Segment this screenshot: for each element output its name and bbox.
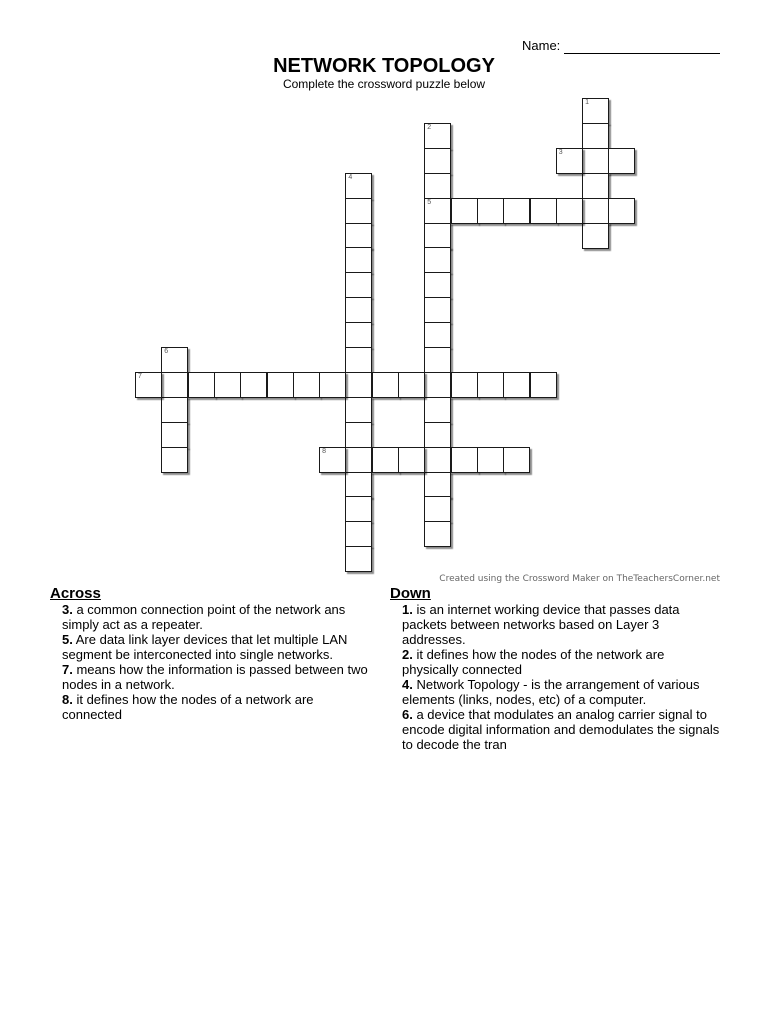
crossword-cell[interactable]: [161, 447, 188, 473]
crossword-cell[interactable]: [424, 247, 451, 273]
crossword-cell[interactable]: [345, 472, 372, 498]
crossword-cell[interactable]: [424, 297, 451, 323]
crossword-cell[interactable]: [214, 372, 241, 398]
crossword-cell[interactable]: [503, 447, 530, 473]
crossword-cell[interactable]: [345, 173, 372, 199]
crossword-cell[interactable]: [477, 447, 504, 473]
clue-number: 8.: [62, 692, 73, 707]
crossword-cell[interactable]: [451, 372, 478, 398]
cell-number: 8: [322, 447, 326, 455]
clue-across-3: [50, 602, 370, 632]
crossword-cell[interactable]: [267, 372, 294, 398]
cell-number: 5: [427, 198, 432, 206]
crossword-cell[interactable]: [372, 447, 399, 473]
crossword-cell[interactable]: [345, 496, 372, 522]
crossword-cell[interactable]: [319, 447, 346, 473]
crossword-cell[interactable]: [293, 372, 320, 398]
crossword-cell[interactable]: [345, 347, 372, 373]
crossword-cell[interactable]: [582, 173, 609, 199]
crossword-cell[interactable]: [424, 173, 451, 199]
crossword-cell[interactable]: [424, 447, 451, 473]
crossword-cell[interactable]: [345, 521, 372, 547]
across-clues: [50, 586, 370, 722]
crossword-cell[interactable]: [345, 397, 372, 423]
page-subtitle: Complete the crossword puzzle below: [282, 77, 486, 91]
crossword-cell[interactable]: [424, 347, 451, 373]
crossword-cell[interactable]: [240, 372, 267, 398]
crossword-cell[interactable]: [345, 247, 372, 273]
crossword-cell[interactable]: [345, 447, 372, 473]
clue-across-8: [50, 692, 370, 722]
clue-number: 3.: [62, 602, 73, 617]
crossword-cell[interactable]: [424, 472, 451, 498]
crossword-cell[interactable]: [345, 272, 372, 298]
crossword-cell[interactable]: [345, 223, 372, 249]
crossword-cell[interactable]: [424, 422, 451, 448]
clue-number: 6.: [402, 707, 413, 722]
clue-across-7: [50, 662, 370, 692]
down-clues: [390, 586, 720, 752]
across-heading: Across: [50, 585, 101, 602]
cell-number: 2: [427, 123, 432, 131]
crossword-cell[interactable]: [451, 198, 478, 224]
crossword-cell[interactable]: [161, 397, 188, 423]
clue-down-2: [390, 647, 720, 677]
down-list: [390, 602, 720, 752]
cell-number: 7: [138, 372, 142, 380]
credit-line: Created using the Crossword Maker on TheTeachersCorner.net: [439, 574, 720, 584]
clue-number: 7.: [62, 662, 73, 677]
name-label: Name:: [522, 38, 561, 53]
crossword-cell[interactable]: [424, 496, 451, 522]
crossword-cell[interactable]: [424, 198, 451, 224]
cell-number: 3: [558, 148, 563, 156]
page-title: NETWORK TOPOLOGY: [273, 55, 495, 77]
crossword-cell[interactable]: [345, 322, 372, 348]
clue-number: 1.: [402, 602, 413, 617]
crossword-cell[interactable]: [161, 372, 188, 398]
down-heading: Down: [390, 585, 431, 602]
crossword-cell[interactable]: [582, 198, 609, 224]
crossword-cell[interactable]: [345, 546, 372, 572]
crossword-cell[interactable]: [582, 98, 609, 124]
clue-text: a common connection point of the network ans simply act as a repeater.: [62, 602, 346, 632]
crossword-cell[interactable]: [424, 272, 451, 298]
across-list: [50, 602, 370, 722]
crossword-cell[interactable]: [477, 372, 504, 398]
clue-number: 5.: [62, 632, 73, 647]
crossword-cell[interactable]: [161, 422, 188, 448]
crossword-cell[interactable]: [372, 372, 399, 398]
crossword-cell[interactable]: [556, 198, 583, 224]
cell-number: 6: [164, 348, 169, 355]
crossword-cell[interactable]: [161, 347, 188, 373]
crossword-cell[interactable]: [582, 223, 609, 249]
clue-number: 4.: [402, 677, 413, 692]
crossword-cell[interactable]: [319, 372, 346, 398]
crossword-cell[interactable]: [424, 521, 451, 547]
crossword-cell[interactable]: [530, 198, 557, 224]
clue-text: it defines how the nodes of a network are connected: [62, 692, 314, 722]
clue-text: Are data link layer devices that let multiple LAN segment be interconected into single networks.: [62, 632, 348, 662]
crossword-cell[interactable]: [424, 397, 451, 423]
clue-across-5: [50, 632, 370, 662]
crossword-cell[interactable]: [135, 372, 162, 398]
clue-text: means how the information is passed between two nodes in a network.: [62, 662, 368, 692]
clue-text: Network Topology - is the arrangement of various elements (links, nodes, etc) of a computer.: [402, 677, 700, 707]
clue-down-1: [390, 602, 720, 647]
crossword-cell[interactable]: [582, 123, 609, 149]
clue-down-6: [390, 707, 720, 752]
clue-number: 2.: [402, 647, 413, 662]
crossword-cell[interactable]: [398, 372, 425, 398]
clue-text: a device that modulates an analog carrier signal to encode digital information and demodulates the signals to decode the tran: [402, 707, 720, 752]
crossword-cell[interactable]: [503, 372, 530, 398]
crossword-cell[interactable]: [345, 422, 372, 448]
cell-number: 4: [348, 173, 353, 181]
clue-down-4: [390, 677, 720, 707]
crossword-cell[interactable]: [424, 223, 451, 249]
cell-number: 1: [585, 99, 589, 106]
crossword-cell[interactable]: [188, 372, 215, 398]
crossword-cell[interactable]: [582, 148, 609, 174]
clue-text: it defines how the nodes of the network are physically connected: [402, 647, 665, 677]
crossword-cell[interactable]: [477, 198, 504, 224]
crossword-cell[interactable]: [345, 198, 372, 224]
crossword-cell[interactable]: [451, 447, 478, 473]
crossword-cell[interactable]: [345, 372, 372, 398]
crossword-cell[interactable]: [608, 148, 635, 174]
crossword-cell[interactable]: [398, 447, 425, 473]
crossword-cell[interactable]: [503, 198, 530, 224]
clue-text: is an internet working device that passes data packets between networks based on Layer 3 addresses.: [402, 602, 680, 647]
crossword-cell[interactable]: [424, 123, 451, 149]
crossword-cell[interactable]: [424, 322, 451, 348]
crossword-cell[interactable]: [608, 198, 635, 224]
crossword-cell[interactable]: [345, 297, 372, 323]
crossword-cell[interactable]: [530, 372, 557, 398]
crossword-cell[interactable]: [424, 372, 451, 398]
crossword-cell[interactable]: [556, 148, 583, 174]
crossword-cell[interactable]: [424, 148, 451, 174]
